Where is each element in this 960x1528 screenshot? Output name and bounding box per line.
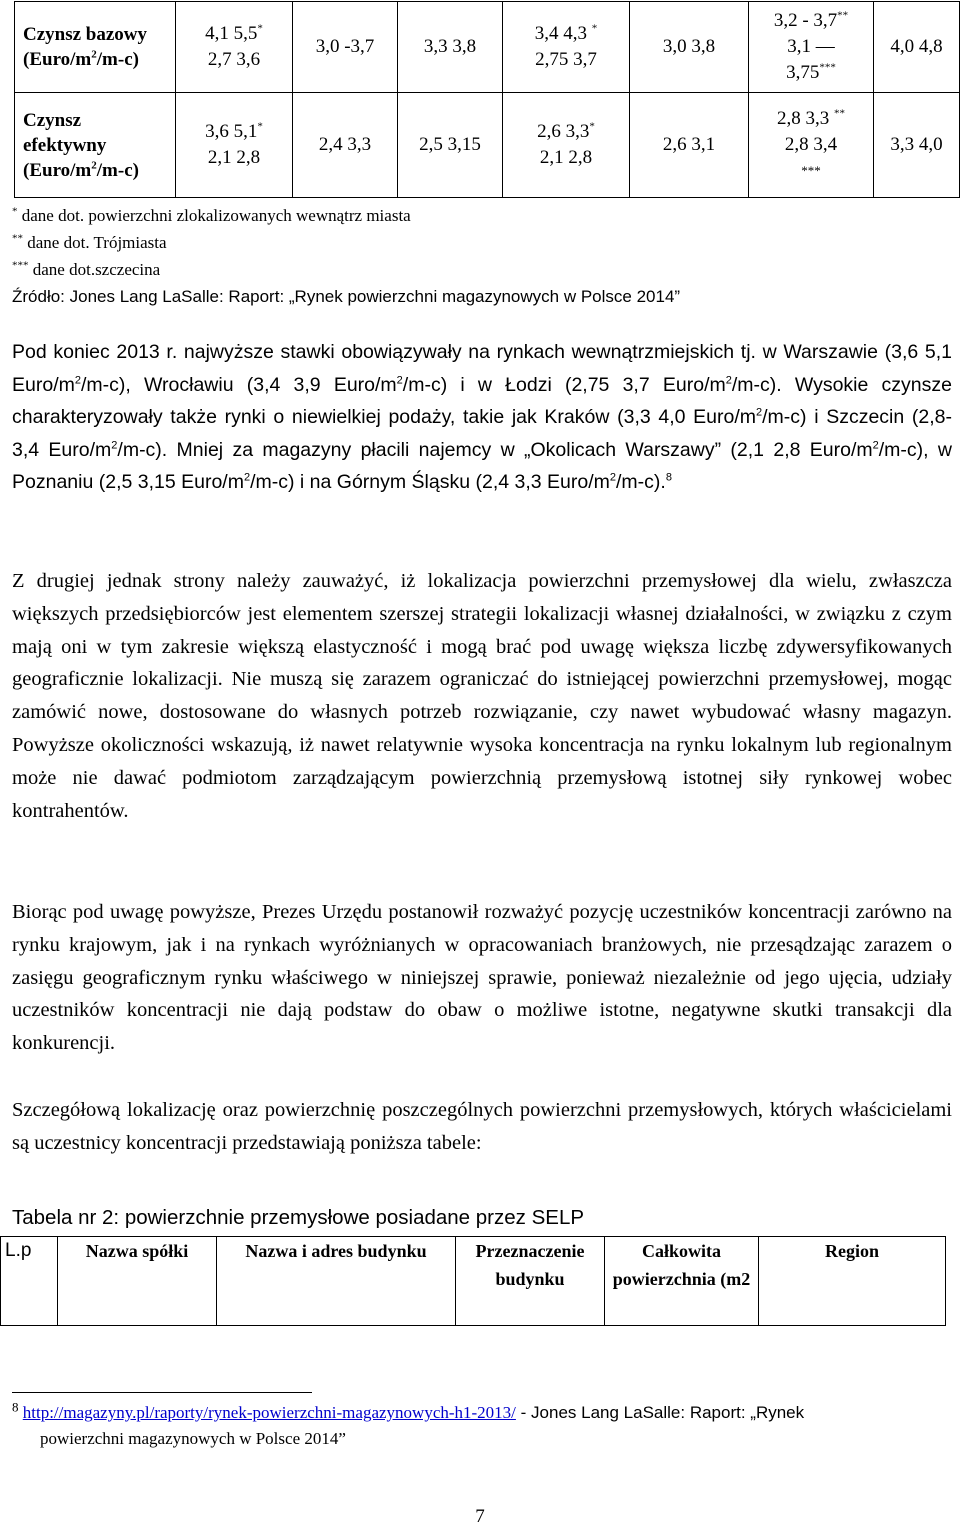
rent-table: [14, 1, 960, 198]
footnote-link[interactable]: http://magazyny.pl/raporty/rynek-powierzchni-magazynowych-h1-2013/: [22, 1403, 516, 1422]
footnote-divider: [12, 1392, 312, 1393]
table-header-row: [1, 1237, 946, 1326]
table-cell: 4,1 5,5* 2,7 3,6: [176, 2, 293, 93]
paragraph-assessment: Biorąc pod uwagę powyższe, Prezes Urzędu postanowił rozważyć pozycję uczestników koncentracji zarówno na rynku krajowym, jak i na rynkach wyróżnianych w opracowaniach branżowych, nie przesądzając zarazem o zasięgu geograficznym rynku właściwego w niniejszej sprawie, ponieważ niezależnie od jego ujęcia, udziały uczestników koncentracji nie dają podstaw do obaw o możliwe istotne, negatywne skutki transakcji dla konkurencji.: [12, 901, 952, 1055]
selp-table: [0, 1236, 946, 1326]
table-caption: Tabela nr 2: powierzchnie przemysłowe posiadane przez SELP: [12, 1206, 585, 1229]
table-cell: 2,6 3,1: [630, 93, 749, 198]
table-cell: 3,6 5,1* 2,1 2,8: [176, 93, 293, 198]
table-cell: 4,0 4,8: [874, 2, 960, 93]
table-cell: 2,4 3,3: [293, 93, 398, 198]
table-cell: 3,3 4,0: [874, 93, 960, 198]
column-header: Przeznaczenie budynku: [456, 1237, 605, 1326]
column-header: Region: [759, 1237, 946, 1326]
column-header: Nazwa spółki: [58, 1237, 217, 1326]
table-cell: 2,8 3,3 ** 2,8 3,4 ***: [749, 93, 874, 198]
table-cell: 2,5 3,15: [398, 93, 503, 198]
table-row: [15, 93, 960, 198]
table-cell: 3,0 3,8: [630, 2, 749, 93]
table-cell: 3,0 -3,7: [293, 2, 398, 93]
column-header: Całkowita powierzchnia (m2: [605, 1237, 759, 1326]
column-header: Nazwa i adres budynku: [217, 1237, 456, 1326]
row-label: Czynsz bazowy $(Euro/m^2/m-c)$: [15, 2, 176, 93]
table-notes: * dane dot. powierzchni zlokalizowanych wewnątrz miasta ** dane dot. Trójmiasta *** dane dot.szczecina Źródło: Jones Lang LaSalle: Raport: „Rynek powierzchni magazynowych w Polsce 2014”: [12, 202, 680, 310]
paragraph-rents: Pod koniec 2013 r. najwyższe stawki obowiązywały na rynkach wewnątrzmiejskich tj. w Warszawie (3,6 5,1 Euro/$m^2/m-c$), Wrocławiu (3,4 3,9 Euro/$m^2/m-c$) i w Łodzi (2,75 3,7 Euro/$m^2/m-c$). Wysokie czynsze charakteryzowały także rynki o niewielkiej podaży, takie jak Kraków (3,3 4,0 Euro/$m^2/m-c$) i Szczecin (2,8- 3,4 Euro/$m^2/m-c$). Mniej za magazyny płacili najemcy w „Okolicach Warszawy” (2,1 2,8 Euro/$m^2/m-c$), w Poznaniu (2,5 3,15 Euro/$m^2/m-c$) i na Górnym Śląsku (2,4 3,3 Euro/$m^2/m-c).^8$: [12, 341, 952, 493]
table-row: [15, 2, 960, 93]
page-number: 7: [475, 1506, 485, 1527]
footnote-ref[interactable]: 8: [665, 471, 672, 484]
paragraph-intro-table: Szczegółową lokalizację oraz powierzchnię poszczególnych powierzchni przemysłowych, których właścicielami są uczestnicy koncentracji przedstawiają poniższa tabele:: [12, 1099, 952, 1154]
source-note: Źródło: Jones Lang LaSalle: Raport: „Rynek powierzchni magazynowych w Polsce 2014”: [12, 287, 681, 306]
paragraph-strategy: Z drugiej jednak strony należy zauważyć, iż lokalizacja powierzchni przemysłowej dla wielu, zwłaszcza większych przedsiębiorców jest elementem szerszej strategii lokalizacji własnej działalności, w związku z czym mają oni w tym zakresie większą elastyczność i mogą brać pod uwagę większa liczbę zdywersyfikowanych geograficznie lokalizacji. Nie muszą się zarazem ograniczać do istniejącej powierzchni przemysłowej, mogąc zamówić nowe, dostosowane do własnych potrzeb rozwiązanie, czy nawet wybudować własny magazyn. Powyższe okoliczności wskazują, iż nawet relatywnie wysoka koncentracja na rynku lokalnym lub regionalnym może nie dawać podmiotom zarządzającym powierzchnią przemysłową istotnej siły rynkowej wobec kontrahentów.: [12, 570, 952, 822]
column-header: L.p: [1, 1237, 58, 1326]
footnote: $^8$ http://magazyny.pl/raporty/rynek-powierzchni-magazynowych-h1-2013/ - Jones Lang LaSalle: Raport: „Rynek powierzchni magazynowych w Polsce 2014”: [12, 1399, 805, 1448]
row-label: Czynsz efektywny $(Euro/m^2/m-c)$: [15, 93, 176, 198]
table-cell: 3,3 3,8: [398, 2, 503, 93]
table-cell: 3,2 - 3,7** 3,1 — 3,75***: [749, 2, 874, 93]
table-cell: 2,6 3,3* 2,1 2,8: [503, 93, 630, 198]
table-cell: 3,4 4,3 * 2,75 3,7: [503, 2, 630, 93]
